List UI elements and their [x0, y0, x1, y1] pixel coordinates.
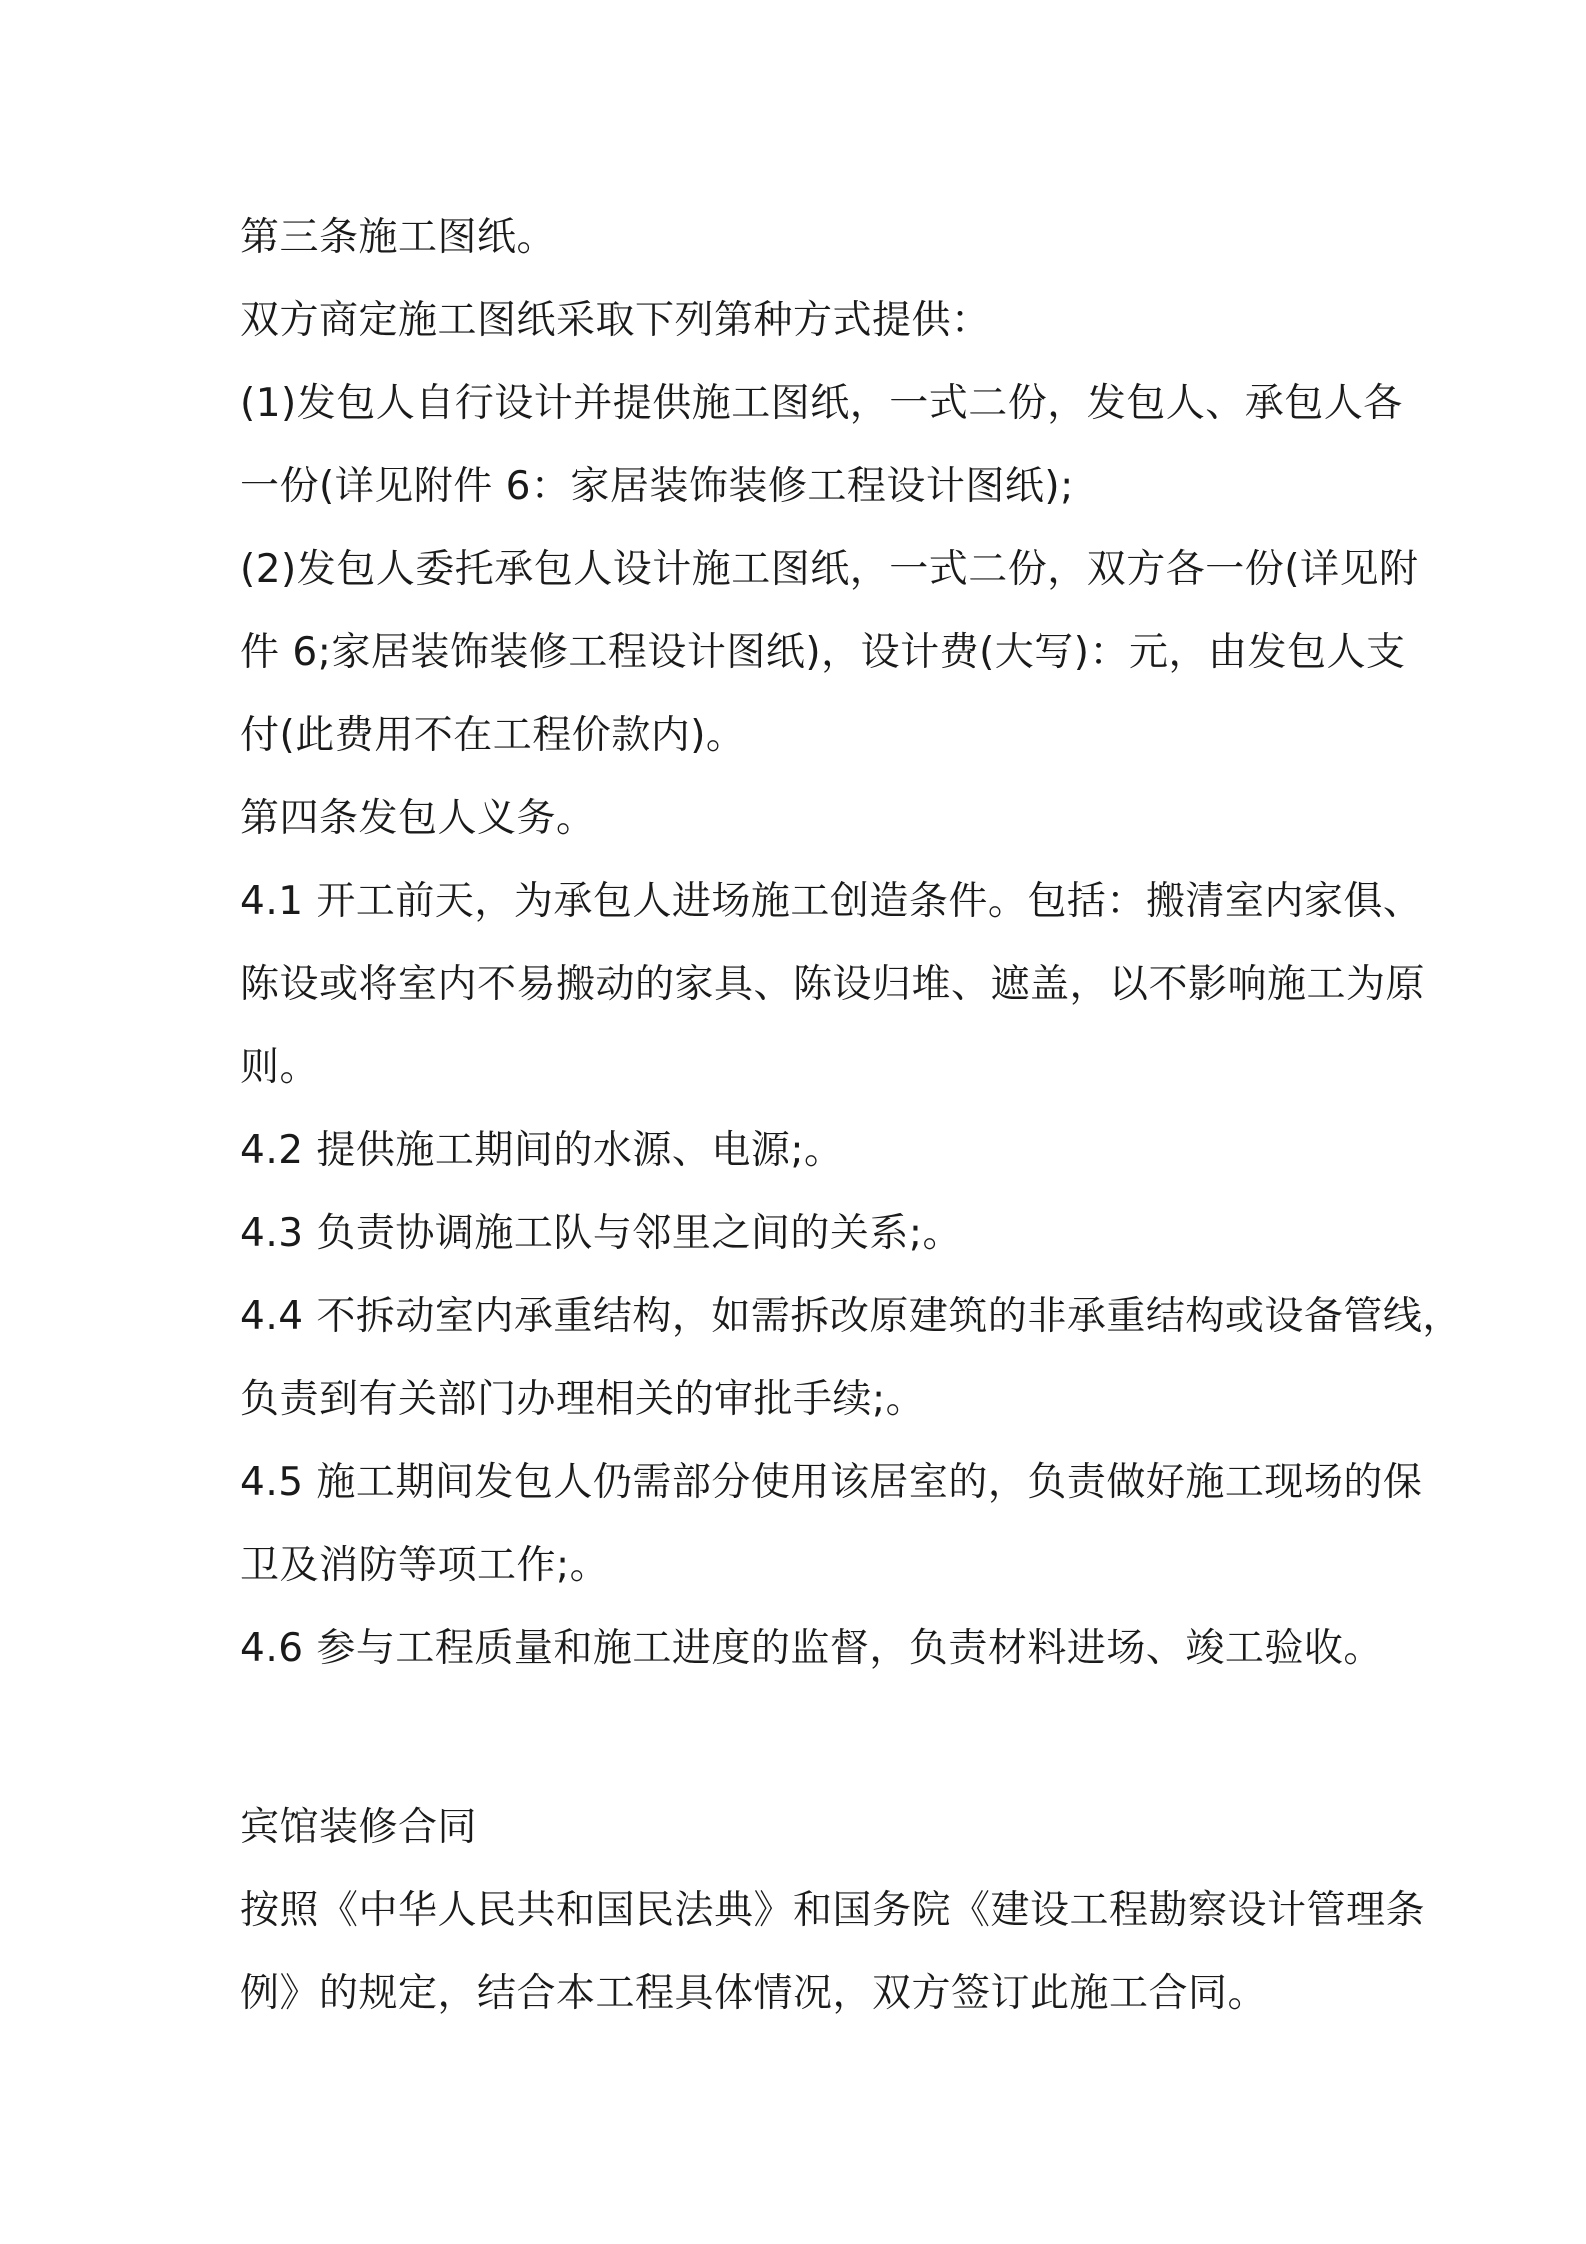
item-4-3: 4.3 负责协调施工队与邻里之间的关系;。 [240, 1211, 963, 1256]
item-4-5-line-2: 卫及消防等项工作;。 [240, 1543, 610, 1588]
section-gap [240, 1690, 1370, 1786]
item-1-line-1: (1)发包人自行设计并提供施工图纸，一式二份，发包人、承包人各 [240, 381, 1403, 426]
item-4-1-line-3: 则。 [240, 1045, 320, 1090]
document-page [240, 196, 1462, 2035]
item-4-5-line-1: 4.5 施工期间发包人仍需部分使用该居室的，负责做好施工现场的保 [240, 1460, 1423, 1505]
item-2-line-1: (2)发包人委托承包人设计施工图纸，一式二份，双方各一份(详见附 [240, 547, 1419, 592]
item-4-1-line-1: 4.1 开工前天，为承包人进场施工创造条件。包括：搬清室内家俱、 [240, 879, 1423, 924]
contract-intro-line-1: 按照《中华人民共和国民法典》和国务院《建设工程勘察设计管理条 [240, 1888, 1426, 1933]
item-4-4-line-2: 负责到有关部门办理相关的审批手续;。 [240, 1377, 926, 1422]
item-2-line-2: 件 6;家居装饰装修工程设计图纸)，设计费(大写)：元，由发包人支 [240, 630, 1406, 675]
section-4-title: 第四条发包人义务。 [240, 796, 596, 841]
section-3-title: 第三条施工图纸。 [240, 215, 557, 260]
item-4-6: 4.6 参与工程质量和施工进度的监督，负责材料进场、竣工验收。 [240, 1626, 1383, 1671]
contract-intro-line-2: 例》的规定，结合本工程具体情况，双方签订此施工合同。 [240, 1971, 1268, 2016]
section-3-intro: 双方商定施工图纸采取下列第种方式提供： [240, 298, 991, 343]
item-4-4-line-1: 4.4 不拆动室内承重结构，如需拆改原建筑的非承重结构或设备管线， [240, 1294, 1462, 1339]
item-4-2: 4.2 提供施工期间的水源、电源;。 [240, 1128, 844, 1173]
item-4-1-line-2: 陈设或将室内不易搬动的家具、陈设归堆、遮盖，以不影响施工为原 [240, 962, 1426, 1007]
item-1-line-2: 一份(详见附件 6：家居装饰装修工程设计图纸); [240, 464, 1074, 509]
contract-title: 宾馆装修合同 [240, 1805, 478, 1850]
item-2-line-3: 付(此费用不在工程价款内)。 [240, 713, 746, 758]
